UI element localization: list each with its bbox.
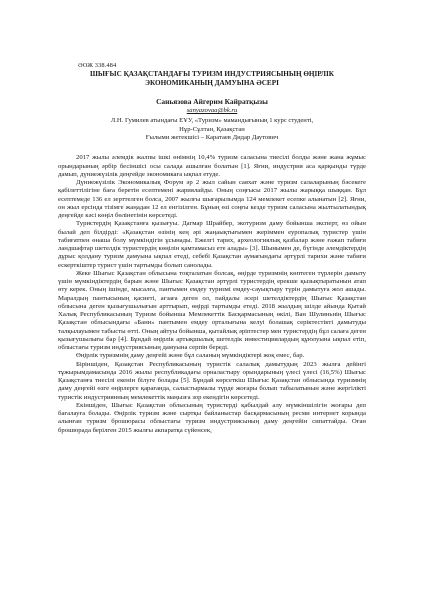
udc-code: ӘОЖ 338.484 — [78, 62, 117, 69]
article-body — [58, 154, 366, 435]
affiliation — [58, 117, 366, 142]
paragraph: Өңірлік туризмнің даму деңгейі және бұл саланың мүмкіндіктері жоқ емес, бар. — [76, 352, 305, 360]
affiliation-line-2: Нұр-Сұлтан, Қазақстан — [179, 125, 245, 133]
paragraph: Біріншіден, Қазақстан Республикасының туристік салалық дамытудың 2023 жылға дейінгі тұжырымдамасында 2016 жылы республикадағы орналастыру орындарының үлесі үлесі (16,5%) Шығыс Қазақстанға тиесілі екенін білуге болады [5]. Бұндай көрсеткіш Шығыс Қазақстан облысында туризмнің даму деңгейі өзге өңірлерге қарағанда, салыстырмалы түрде жоғары болып табылатынын және жергілікті туристік индустриянның мемлекеттік маңызға зор екендігін көрсетеді. — [58, 360, 366, 401]
author-name: Саньязова Айгерим Кайратқызы — [156, 97, 268, 107]
paragraph: Дүниежүзілік Экономикалық Форум әр 2 жыл сайын саяхат және туризм салаларының бәсекеге қабілеттілігіне баға беретін есептемені жариялайды. Оның соңғысы 2017 жылы жарыққа шыққан. Бұл есептемеде 136 ел зерттелген болса, 2007 жылғы шығарылымда 124 мемлекет есепке алынатын [2]. Яғни, он жыл ерсінда тізімге жаңадан 12 ел енгізілген. Бұның өзі соңғы кезде туризм саласына жылтылатындық деңгейде кәсі көңіл бөлінетінін көрсетеді. — [58, 179, 366, 220]
affiliation-line-1: Л.Н. Гумилев атындағы ЕҰУ, «Туризм» мамандығының 1 курс студенті, — [110, 117, 314, 125]
affiliation-line-3: Ғылыми жетекшісі – Каратаев Дидар Даутович — [145, 134, 279, 141]
author-email-link[interactable]: sanyazovaa@bk.ru — [186, 107, 238, 115]
title-line-1: ШЫҒЫС ҚАЗАҚСТАНДАҒЫ ТУРИЗМ ИНДУСТРИЯСЫНЫҢ ӨҢІРЛІК — [90, 70, 334, 78]
paragraph: Жеке Шығыс Қазақстан облысына тоқталатын болсақ, өңірде туризмнің көптеген түрлерін дамыту үшін мүмкіндіктердің барын және Шығыс Қазақстан әртүрлі туристердің ерекше қызықтыратынын атап өту керек. Оның ішінде, мысалға, пантымен емдеу туризмі емдеу-сауықтыру түрін дамытуға жол ашады. Маралдың пантысының қасиеті, ағзаға деген ол, пайдалы әсері шетелдіктердің Шығыс Қазақстан облысына деген қызығушылығын арттырып, өңірді тартымды етеді. 2018 жылдың шілде айында Қытай Халық Республикасының Туризм бойынша Мемлекеттік Басқармасының өкілі, Ван Шулиньнің Шығыс Қазақстан облысындағы «Бани» пантымен емдеу орталығына келуі болашақ серіктестікті дамытуды талқылауымен табысты өтті. Оның айтуы бойынша, қытайлық әріптестер мен туристердің бұл салаға деген қызығушылығы бар [4]. Бұндай өңірлік артықшылық шетелдік инвестициялардың құюлуына ықпал етіп, облыстағы туризм индустриясының дамуына серпін береді. — [58, 269, 366, 352]
paragraph: Екіншіден, Шығыс Қазақстан облысының туристерді қабылдай алу мүмкіншілігін жоғары деп бағалауға болады. Өңірлік туризм және сыртқы байланыстар басқармасының ресми интернет корында алынған туризм брошюрасы облыстағы туризм индустриясының даму деңгейін сипаттайды. Оған брошюрада берілген 2015 жылғы акпаратқа сүйенсек, — [58, 401, 366, 434]
paragraph: Туристердің Қазақстанға қызығуы. Дагмар Шрайбер, экотуризм даму бойынша эксперт, өз ойын былай деп білдірді: «Қазақстан өзінің кең әрі жаңаықтығымен жеріммен еуропалық туристер үшін табиғатпен өнаша болу мүмкіндігін ұсынады. Ежелгі тарих, археологиялық қазбалар және ғажап табиғи ландшафтар шетелдік туристердің көңілін қамтамасыз ете алады» [3]. Шынымен де, бүгінде әлемдіктердің дұрыс қолдану туризм дамуына ықпал етеді, себебі Қазақстан аумағындағы әртүрлі тарихи және табиғи ескерткіштер турист үшін тартымды болып санолады. — [58, 220, 366, 269]
title-line-2: ЭКОНОМИКАНЫҢ ДАМУЫНА ӘСЕРІ — [145, 78, 279, 87]
paragraph: 2017 жылы әлемдік жалпы ішкі өнімнің 10,4% туризм саласына тиесілі болды және жана жұмыс орындарының әрбір бесіншісі осы салада ашылған болатын [1]. Яғни, индустрия аса қарқынды түрде дамып, дүниежүзілік деңгейде экономикаға ықпал етуде. — [58, 154, 366, 178]
article-title — [58, 70, 366, 87]
